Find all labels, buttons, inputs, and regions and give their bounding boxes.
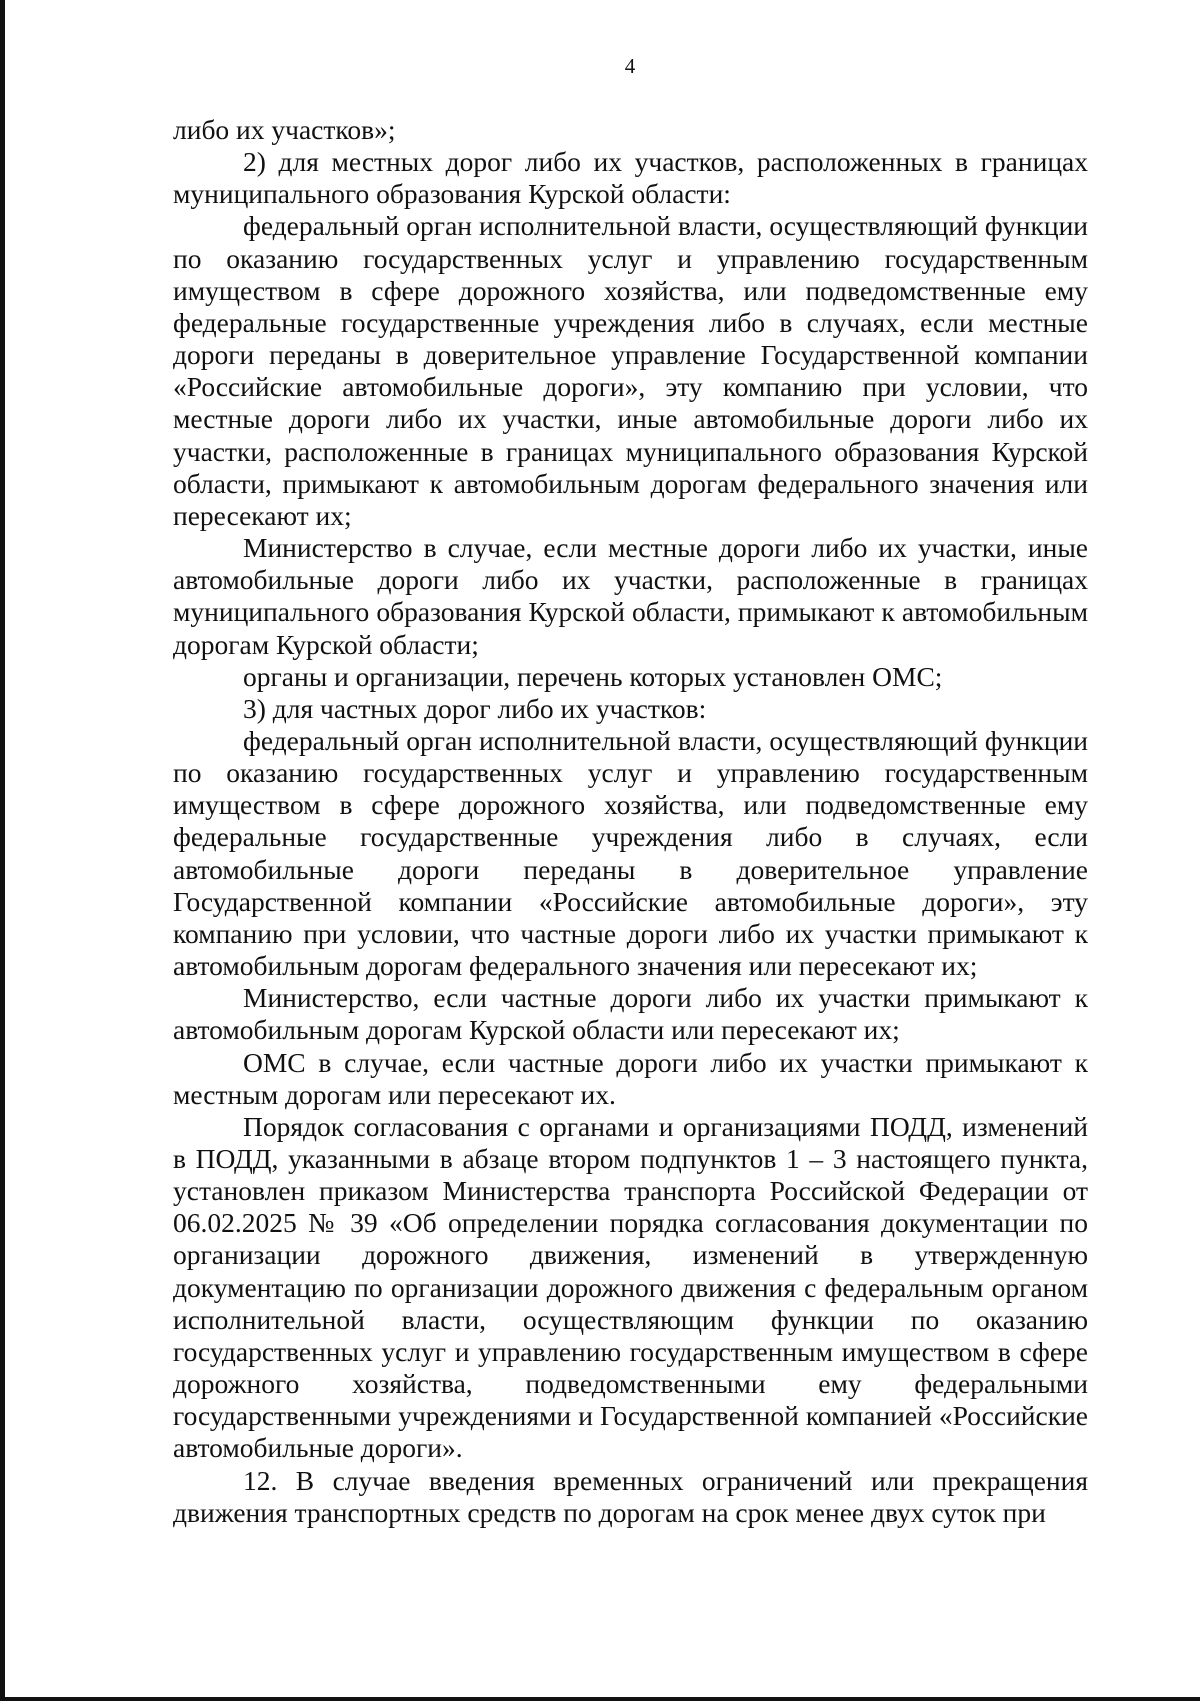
scan-edge-bottom bbox=[0, 1697, 1200, 1701]
document-body bbox=[173, 114, 1088, 1529]
paragraph-4: Министерство в случае, если местные дороги либо их участки, иные автомобильные дороги либо их участки, расположенные в границах муниципального образования Курской области, примыкают к автомобильным дорогам Курской области; bbox=[173, 532, 1088, 660]
paragraph-1: либо их участков»; bbox=[173, 114, 396, 145]
paragraph-5: органы и организации, перечень которых установлен ОМС; bbox=[243, 660, 943, 692]
scan-edge-left bbox=[0, 0, 5, 1701]
paragraph-8: Министерство, если частные дороги либо их участки примыкают к автомобильным дорогам Курской области или пересекают их; bbox=[173, 982, 1088, 1046]
paragraph-6: 3) для частных дорог либо их участков: bbox=[243, 692, 707, 724]
paragraph-10: Порядок согласования с органами и организациями ПОДД, изменений в ПОДД, указанными в абзаце втором подпунктов 1 – 3 настоящего пункта, установлен приказом Министерства транспорта Российской Федерации от 06.02.2025 № 39 «Об определении порядка согласования документации по организации дорожного движения, изменений в утвержденную документацию по организации дорожного движения с федеральным органом исполнительной власти, осуществляющим функции по оказанию государственных услуг и управлению государственным имуществом в сфере дорожного хозяйства, подведомственными ему федеральными государственными учреждениями и Государственной компанией «Российские автомобильные дороги». bbox=[173, 1110, 1088, 1464]
paragraph-9: ОМС в случае, если частные дороги либо их участки примыкают к местным дорогам или пересекают их. bbox=[173, 1046, 1088, 1110]
paragraph-3: федеральный орган исполнительной власти, осуществляющий функции по оказанию государственных услуг и управлению государственным имуществом в сфере дорожного хозяйства, или подведомственные ему федеральные государственные учреждения либо в случаях, если местные дороги переданы в доверительное управление Государственной компании «Российские автомобильные дороги», эту компанию при условии, что местные дороги либо их участки, иные автомобильные дороги либо их участки, расположенные в границах муниципального образования Курской области, примыкают к автомобильным дорогам федерального значения или пересекают их; bbox=[173, 210, 1088, 531]
page-number: 4 bbox=[624, 54, 636, 78]
paragraph-11: 12. В случае введения временных ограничений или прекращения движения транспортных средств по дорогам на срок менее двух суток при bbox=[173, 1464, 1088, 1528]
paragraph-2: 2) для местных дорог либо их участков, расположенных в границах муниципального образования Курской области: bbox=[173, 146, 1088, 210]
paragraph-7: федеральный орган исполнительной власти, осуществляющий функции по оказанию государственных услуг и управлению государственным имуществом в сфере дорожного хозяйства, или подведомственные ему федеральные государственные учреждения либо в случаях, если автомобильные дороги переданы в доверительное управление Государственной компании «Российские автомобильные дороги», эту компанию при условии, что частные дороги либо их участки примыкают к автомобильным дорогам федерального значения или пересекают их; bbox=[173, 724, 1088, 982]
